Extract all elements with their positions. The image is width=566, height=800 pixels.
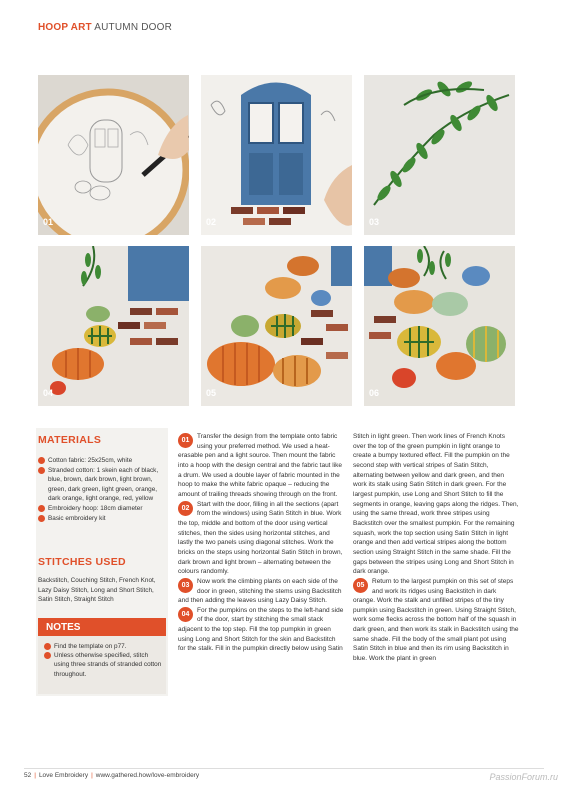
- step-photo-06: [364, 246, 515, 406]
- list-item: [38, 504, 166, 514]
- magazine-name: Love Embroidery: [38, 772, 89, 779]
- website-link[interactable]: www.gathered.how/love-embroidery: [95, 772, 200, 779]
- notes-heading: NOTES: [38, 618, 166, 636]
- finished-pumpkins-image: [364, 246, 515, 406]
- step-text: For the pumpkins on the steps to the left-hand side of the door, start by stitching the small stack adjacent to the top step. Fill the top pumpkin in green using Long and Short Stitch for the skin and Backstitch for the stalk. Fill in the pumpkin directly below using Satin: [178, 606, 344, 653]
- material-item: Embroidery hoop: 18cm diameter: [48, 504, 143, 512]
- step-photo-05: [201, 246, 352, 406]
- section-subtitle: AUTUMN DOOR: [94, 22, 173, 33]
- footer-separator: |: [91, 772, 93, 779]
- step-photo-01: [38, 75, 189, 235]
- step-photo-03: [364, 75, 515, 235]
- list-item: [44, 642, 162, 651]
- step-number-badge: 03: [178, 578, 193, 593]
- photo-number: 05: [206, 388, 217, 398]
- watermark: PassionForum.ru: [489, 772, 558, 782]
- note-item: Find the template on p77.: [54, 643, 127, 650]
- notes-box: [38, 618, 166, 694]
- step-02: [178, 500, 344, 577]
- photo-number: 03: [369, 217, 380, 227]
- instructions-column-1: [178, 432, 344, 654]
- step-number-badge: 02: [178, 501, 193, 516]
- step-number-badge: 04: [178, 607, 193, 622]
- bullet-icon: [44, 652, 51, 659]
- step-text: Return to the largest pumpkin on this set of steps and work its ridges using Backstitch in dark orange. Work the stalk and unfilled stripes of the tiny pumpkin using Backstitch in green. Using Straight Stitch, work some flecks across the bottom half of the squash in dark green, and then work its stalk in Backstitch using the same shade. Fill the body of the small plant pot using Satin Stitch in blue and then its rim using Backstitch in blue. Work the plant in green: [353, 577, 519, 663]
- materials-sidebar: [36, 428, 168, 696]
- materials-heading: MATERIALS: [38, 434, 102, 446]
- photo-number: 04: [43, 388, 54, 398]
- section-label: HOOP ART: [38, 22, 92, 33]
- step-text: Transfer the design from the template onto fabric using your preferred method. We used a heat-erasable pen and a light source. Then mount the fabric into a hoop with the design central and the fabric taut like a drum. We used a double layer of fabric mounted in the hoop to make the white fabric opaque – reducing the amount of trailing threads showing through on the front.: [178, 433, 343, 498]
- pumpkins-progress-image: [201, 246, 352, 406]
- list-item: [38, 466, 166, 504]
- material-item: Cotton fabric: 25x25cm, white: [48, 457, 133, 464]
- material-item: Basic embroidery kit: [48, 514, 106, 522]
- bullet-icon: [38, 505, 45, 512]
- step-photo-02: [201, 75, 352, 235]
- material-item: Stranded cotton: 1 skein each of black, blue, brown, dark brown, light brown, green, dark green, light green, orange, dark orange, light orange, red, yellow: [48, 466, 159, 503]
- climbing-plant-image: [364, 75, 515, 235]
- list-item: [38, 514, 166, 524]
- notes-list: [38, 636, 166, 679]
- footer-divider: [24, 768, 544, 769]
- stitches-text: Backstitch, Couching Stitch, French Knot, Lazy Daisy Stitch, Long and Short Stitch, Satin Stitch, Straight Stitch: [38, 577, 156, 604]
- note-item: Unless otherwise specified, stitch using three strands of stranded cotton throughout.: [54, 652, 162, 678]
- page-footer: [24, 772, 199, 779]
- step-number-badge: 05: [353, 578, 368, 593]
- list-item: [38, 456, 166, 466]
- step-text: Stitch in light green. Then work lines of French Knots over the top of the green pumpkin in light orange to create a bumpy textured effect. Fill the pumpkin on the second step with vertical stripes of Satin Stitch, alternating between yellow and dark green, and then work its stalk using Satin Stitch in dark green. For the largest pumpkin, use Long and Short Stitch to fill the segments in orange, leaving gaps along the ridges. Then, using the same thread, work three stripes using Backstitch over the smallest pumpkin. For the remaining squash, work the top section using Satin Stitch in light orange and then add vertical stripes along the bottom section using Straight Stitch in the same shade. Fill the gaps between the stripes using Long and Short Stitch in dark orange.: [353, 433, 519, 576]
- materials-list: [38, 456, 166, 523]
- step-04: [178, 606, 344, 654]
- step-text: Start with the door, filling in all the sections (apart from the windows) using Satin Stitch in blue. Work the top, middle and bottom of the door using vertical stitches, then the sides using horizontal stitches, and lastly the two panels using diagonal stitches. Work the bricks on the steps using horizontal Satin Stitch in brown, dark brown and light brown – alternating between the colours randomly.: [178, 500, 343, 576]
- bullet-icon: [38, 457, 45, 464]
- photo-number: 06: [369, 388, 380, 398]
- list-item: [44, 651, 162, 679]
- door-stitching-image: [201, 75, 352, 235]
- step-text: Now work the climbing plants on each side of the door in green, stitching the stems using Backstitch and then adding the leaves using Lazy Daisy Stitch.: [178, 577, 342, 605]
- page-header: [38, 22, 172, 33]
- bullet-icon: [44, 643, 51, 650]
- bullet-icon: [38, 515, 45, 522]
- first-pumpkins-image: [38, 246, 189, 406]
- step-01: [178, 432, 344, 500]
- step-number-badge: 01: [178, 433, 193, 448]
- instructions-column-2: [353, 432, 519, 664]
- stitches-heading: STITCHES USED: [38, 556, 126, 568]
- hoop-sketch-image: [38, 75, 189, 235]
- footer-separator: |: [34, 772, 36, 779]
- page-number: 52: [24, 772, 32, 779]
- bullet-icon: [38, 467, 45, 474]
- step-05: [353, 577, 519, 664]
- step-photo-04: [38, 246, 189, 406]
- photo-number: 01: [43, 217, 54, 227]
- step-03: [178, 577, 344, 606]
- step-04-continued: [353, 432, 519, 577]
- photo-number: 02: [206, 217, 217, 227]
